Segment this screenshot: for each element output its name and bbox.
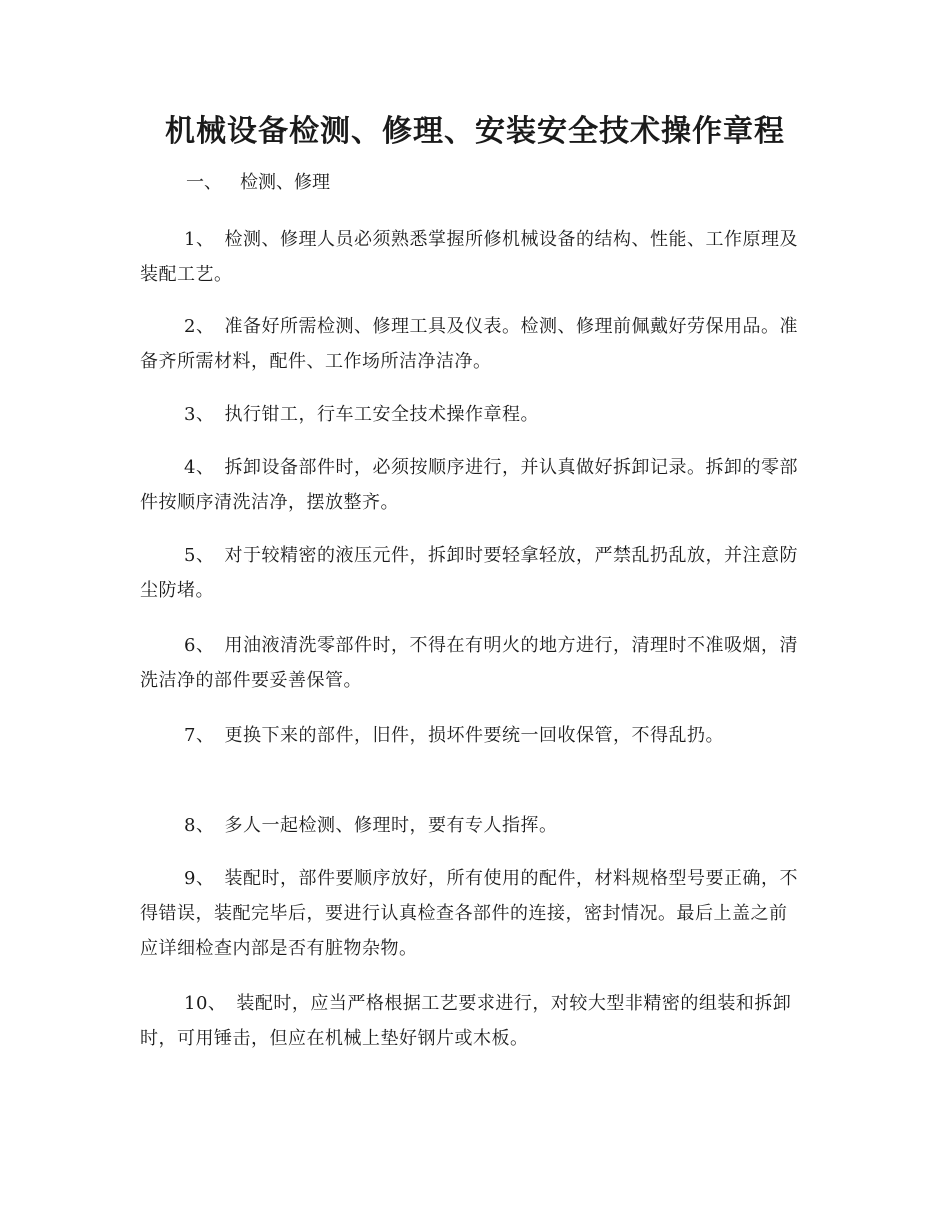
list-item-text: 多人一起检测、修理时，要有专人指挥。 (224, 815, 558, 836)
list-item-number: 1、 (184, 229, 215, 250)
list-item (140, 628, 805, 698)
list-item-number: 8、 (184, 815, 215, 836)
list-item-number: 5、 (184, 545, 215, 566)
list-item-number: 6、 (184, 635, 215, 656)
list-item-number: 2、 (184, 316, 215, 337)
list-item-text: 准备好所需检测、修理工具及仪表。检测、修理前佩戴好劳保用品。准备齐所需材料，配件、工作场所洁净洁净。 (140, 316, 798, 372)
list-item (140, 397, 805, 432)
list-item-number: 10、 (184, 993, 227, 1014)
list-item-number: 9、 (184, 868, 215, 889)
list-item (140, 538, 805, 608)
list-item-number: 4、 (184, 457, 215, 478)
list-item (140, 861, 805, 966)
list-item-text: 对于较精密的液压元件，拆卸时要轻拿轻放，严禁乱扔乱放，并注意防尘防堵。 (140, 545, 798, 601)
list-item-text: 更换下来的部件，旧件，损坏件要统一回收保管，不得乱扔。 (224, 725, 724, 746)
document-title: 机械设备检测、修理、安装安全技术操作章程 (165, 114, 785, 149)
list-item-text: 装配时，部件要顺序放好，所有使用的配件，材料规格型号要正确，不得错误，装配完毕后，要进行认真检查各部件的连接，密封情况。最后上盖之前应详细检查内部是否有脏物杂物。 (140, 868, 798, 959)
list-item-text: 拆卸设备部件时，必须按顺序进行，并认真做好拆卸记录。拆卸的零部件按顺序清洗洁净，摆放整齐。 (140, 457, 798, 513)
list-item (140, 808, 805, 843)
list-item-number: 3、 (184, 404, 215, 425)
list-item-text: 用油液清洗零部件时，不得在有明火的地方进行，清理时不准吸烟，清洗洁净的部件要妥善保管。 (140, 635, 798, 691)
section-heading-text: 检测、修理 (240, 172, 330, 193)
list-item (140, 718, 805, 753)
list-item-text: 检测、修理人员必须熟悉掌握所修机械设备的结构、性能、工作原理及装配工艺。 (140, 229, 798, 285)
list-item-number: 7、 (184, 725, 215, 746)
list-item-text: 执行钳工，行车工安全技术操作章程。 (224, 404, 539, 425)
section-heading (186, 168, 330, 198)
list-item-text: 装配时，应当严格根据工艺要求进行，对较大型非精密的组装和拆卸时，可用锤击，但应在机械上垫好钢片或木板。 (140, 993, 792, 1049)
list-item (140, 450, 805, 520)
list-item (140, 222, 805, 292)
list-item (140, 309, 805, 379)
section-number: 一、 (186, 172, 222, 193)
list-item (140, 986, 805, 1056)
